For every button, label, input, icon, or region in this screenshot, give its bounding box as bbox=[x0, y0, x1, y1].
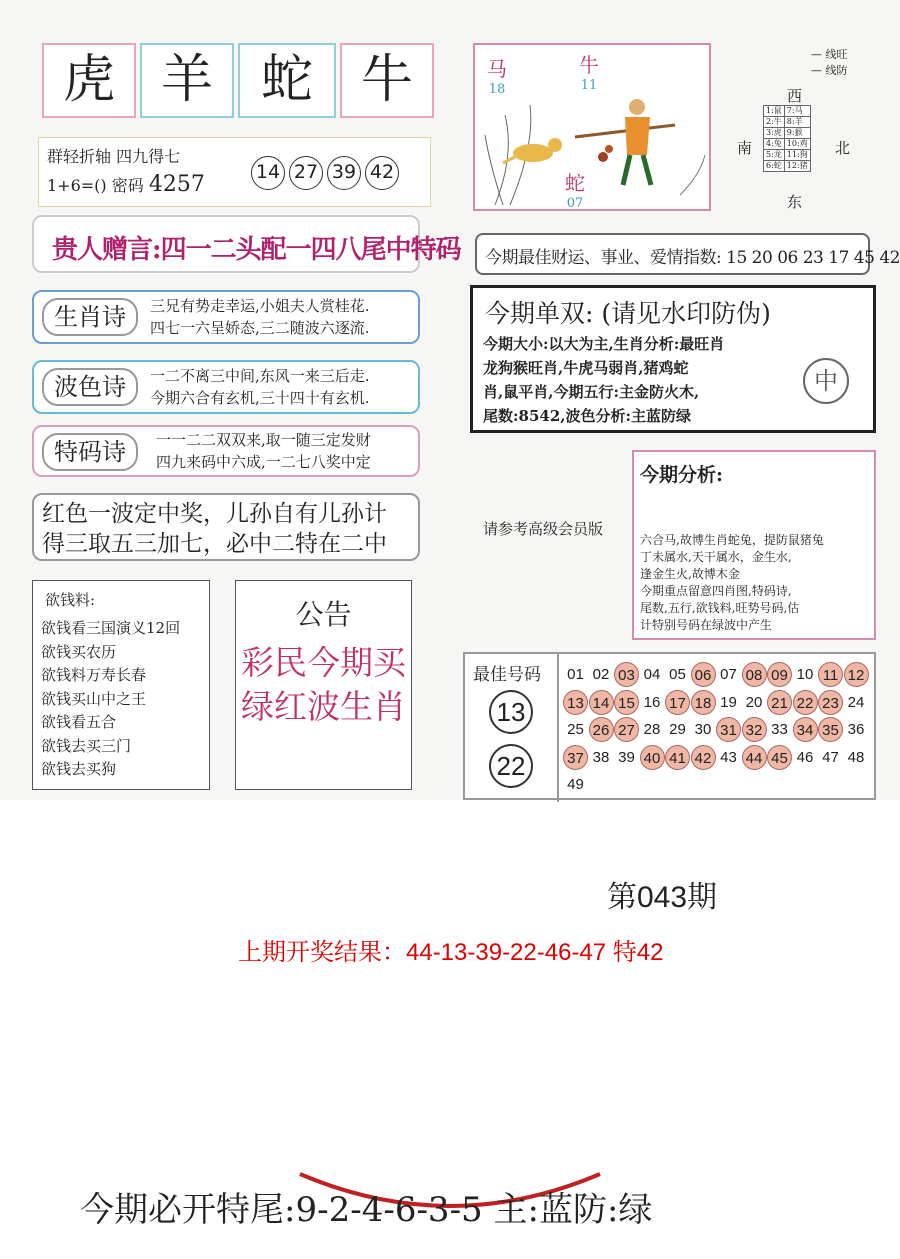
oddeven-lines bbox=[483, 332, 724, 428]
hint-equation: 1+6=() 密码 bbox=[47, 176, 144, 195]
grid-number: 42 bbox=[691, 745, 716, 770]
compass-cell: 8:羊 bbox=[784, 117, 810, 128]
grid-number: 13 bbox=[563, 690, 588, 715]
poem-line: 四九来码中六成,一二七八奖中定 bbox=[156, 453, 371, 471]
compass-cell: 6:蛇 bbox=[764, 161, 785, 172]
grid-number: 39 bbox=[618, 748, 635, 766]
grid-number: 47 bbox=[822, 748, 839, 766]
hint-box bbox=[38, 137, 431, 207]
label-name: 牛 bbox=[579, 53, 599, 77]
label-name: 马 bbox=[487, 57, 507, 81]
legend-item: — 线防 bbox=[811, 64, 848, 77]
compass-west: 西 bbox=[787, 87, 803, 105]
grid-number: 10 bbox=[796, 666, 814, 683]
grid-number: 21 bbox=[767, 690, 792, 715]
compass-cell: 3:虎 bbox=[764, 128, 785, 139]
grid-number: 24 bbox=[847, 693, 865, 711]
label-name: 蛇 bbox=[565, 171, 585, 195]
analysis-line: 今期重点留意四肖图,特码诗, bbox=[640, 584, 792, 598]
best-numbers-box bbox=[463, 652, 876, 800]
grid-number: 28 bbox=[643, 721, 661, 738]
compass-south: 南 bbox=[737, 139, 753, 157]
label-num: 07 bbox=[566, 196, 584, 211]
compass-cell: 9:猴 bbox=[784, 128, 810, 139]
poem-zodiac bbox=[32, 290, 420, 344]
analysis-title: 今期分析: bbox=[640, 464, 724, 486]
compass bbox=[735, 45, 875, 215]
grid-number: 25 bbox=[567, 721, 584, 738]
number-grid bbox=[563, 662, 873, 802]
hint-code: 4257 bbox=[148, 172, 205, 197]
analysis-lines bbox=[640, 532, 824, 634]
oddeven-title: 今期单双: (请见水印防伪) bbox=[485, 299, 771, 328]
zodiac-box-1: 虎 bbox=[42, 43, 136, 118]
grid-number: 20 bbox=[745, 693, 763, 711]
money-item: 欲钱看五合 bbox=[41, 713, 117, 731]
hint-numbers bbox=[251, 156, 403, 190]
compass-cell: 12:猪 bbox=[784, 161, 810, 172]
analysis-line: 计特别号码在绿波中产生 bbox=[640, 618, 773, 632]
money-item: 欲钱买农历 bbox=[41, 642, 117, 661]
notice-lines bbox=[236, 641, 411, 729]
analysis-line: 丁未属水,天干属水，金生水, bbox=[640, 550, 792, 564]
grid-number: 12 bbox=[844, 662, 869, 687]
hint-line-1: 群轻折轴 四九得七 bbox=[47, 147, 181, 166]
grid-number: 09 bbox=[767, 662, 792, 687]
legend-item: — 线旺 bbox=[811, 48, 848, 61]
money-item: 欲钱去买三门 bbox=[41, 736, 132, 755]
poem-title: 特码诗 bbox=[42, 433, 138, 471]
grid-number: 31 bbox=[716, 717, 741, 742]
poem-lines bbox=[150, 295, 370, 339]
money-item: 欲钱料万寿长春 bbox=[41, 666, 147, 684]
poem-lines bbox=[156, 429, 371, 473]
poem-line: 三兄有势走幸运,小姐夫人赏桂花. bbox=[150, 297, 370, 315]
poem-line: 四七一六呈娇态,三二随波六逐流. bbox=[150, 319, 370, 337]
grid-number: 23 bbox=[818, 690, 843, 715]
oddeven-line: 肖,鼠平肖,今期五行:主金防火木, bbox=[483, 383, 700, 401]
grid-number: 32 bbox=[742, 717, 767, 742]
verse-line: 红色一波定中奖，儿孙自有儿孙计 bbox=[42, 501, 387, 527]
label-ox bbox=[579, 49, 599, 93]
grid-number: 06 bbox=[691, 662, 716, 687]
verse-line: 得三取五三加七，必中二特在二中 bbox=[42, 531, 387, 557]
compass-cell: 11:狗 bbox=[784, 150, 810, 161]
poem-line: 一二不离三中间,东风一来三后走. bbox=[150, 367, 370, 385]
best-pick: 13 bbox=[489, 690, 533, 734]
poem-title: 波色诗 bbox=[42, 368, 138, 406]
grid-number: 29 bbox=[669, 721, 686, 738]
compass-east: 东 bbox=[787, 193, 803, 211]
best-title: 最佳号码 bbox=[473, 665, 541, 685]
money-item: 欲钱去买狗 bbox=[41, 760, 117, 778]
fortune-text: 今期最佳财运、事业、爱情指数: 15 20 06 23 17 45 42 bbox=[485, 248, 900, 268]
grid-number: 04 bbox=[643, 666, 661, 683]
money-box bbox=[32, 580, 210, 790]
grid-number: 48 bbox=[847, 748, 865, 766]
grid-number: 44 bbox=[742, 745, 767, 770]
grid-number: 16 bbox=[643, 693, 661, 711]
grid-number: 15 bbox=[614, 690, 639, 715]
hint-number: 27 bbox=[289, 156, 323, 190]
compass-cell: 1:鼠 bbox=[764, 106, 785, 117]
notice-line: 彩民今期买 bbox=[241, 643, 406, 682]
grid-number: 33 bbox=[771, 721, 788, 738]
label-num: 11 bbox=[580, 78, 598, 93]
verse-lines bbox=[42, 499, 387, 559]
zodiac-box-4: 牛 bbox=[340, 43, 434, 118]
compass-north: 北 bbox=[835, 139, 851, 157]
grid-number: 45 bbox=[767, 745, 792, 770]
grid-number: 03 bbox=[614, 662, 639, 687]
legend-label: 线防 bbox=[825, 64, 848, 77]
notice-box bbox=[235, 580, 412, 790]
oddeven-line: 尾数:8542,波色分析:主蓝防绿 bbox=[483, 407, 692, 425]
oddeven-line: 今期大小:以大为主,生肖分析:最旺肖 bbox=[483, 335, 725, 353]
notice-line: 绿红波生肖 bbox=[241, 687, 406, 726]
money-item: 欲钱看三国演义12回 bbox=[41, 619, 181, 637]
hint-number: 42 bbox=[365, 156, 399, 190]
legend-label: 线旺 bbox=[825, 48, 848, 61]
money-items bbox=[41, 617, 180, 782]
member-note: 请参考高级会员版 bbox=[483, 520, 604, 538]
bottom-line: 今期必开特尾:9-2-4-6-3-5 主:蓝防:绿 bbox=[80, 1190, 653, 1230]
grid-number: 26 bbox=[589, 717, 614, 742]
fortune-box bbox=[475, 233, 900, 275]
poem-special bbox=[32, 425, 420, 477]
poem-title: 生肖诗 bbox=[42, 298, 138, 336]
label-horse bbox=[487, 53, 507, 97]
grid-number: 11 bbox=[818, 662, 843, 687]
notice-title: 公告 bbox=[295, 598, 352, 631]
grid-number: 34 bbox=[793, 717, 818, 742]
grid-number: 38 bbox=[592, 748, 610, 766]
last-result: 上期开奖结果：44-13-39-22-46-47 特42 bbox=[238, 939, 664, 966]
gift-text: 贵人赠言:四一二头配一四八尾中特码 bbox=[52, 235, 461, 265]
grid-number: 19 bbox=[720, 693, 737, 711]
zodiac-picture bbox=[473, 43, 711, 211]
compass-cell: 5:龙 bbox=[764, 150, 785, 161]
poem-line: 一一二二双双来,取一随三定发财 bbox=[156, 431, 371, 449]
compass-cell: 7:马 bbox=[784, 106, 810, 117]
money-title: 欲钱料: bbox=[45, 591, 96, 609]
grid-number: 49 bbox=[567, 776, 584, 793]
grid-number: 18 bbox=[691, 690, 716, 715]
grid-number: 01 bbox=[567, 666, 584, 683]
grid-number: 37 bbox=[563, 745, 588, 770]
grid-number: 08 bbox=[742, 662, 767, 687]
grid-number: 07 bbox=[720, 666, 737, 683]
grid-number: 43 bbox=[720, 748, 737, 766]
compass-cell: 2:牛 bbox=[764, 117, 785, 128]
label-num: 18 bbox=[488, 82, 506, 97]
analysis-line: 尾数,五行,欲钱料,旺势号码,估 bbox=[640, 601, 800, 615]
verse-box bbox=[32, 493, 420, 561]
hint-number: 39 bbox=[327, 156, 361, 190]
grid-number: 14 bbox=[589, 690, 614, 715]
grid-number: 05 bbox=[669, 666, 686, 683]
zodiac-box-2: 羊 bbox=[140, 43, 234, 118]
analysis-box bbox=[632, 450, 876, 640]
hint-number: 14 bbox=[251, 156, 285, 190]
grid-number: 40 bbox=[640, 745, 665, 770]
grid-number: 30 bbox=[694, 721, 712, 738]
analysis-line: 逢金生火,故博木金 bbox=[640, 567, 740, 581]
money-item: 欲钱买山中之王 bbox=[41, 689, 147, 708]
grid-number: 22 bbox=[793, 690, 818, 715]
grid-number: 41 bbox=[665, 745, 690, 770]
oddeven-box bbox=[470, 285, 876, 433]
grid-number: 17 bbox=[665, 690, 690, 715]
gift-box bbox=[32, 215, 461, 273]
compass-legend bbox=[811, 47, 848, 79]
compass-grid bbox=[763, 105, 811, 172]
oddeven-line: 龙狗猴旺肖,牛虎马弱肖,猪鸡蛇 bbox=[483, 359, 689, 377]
poem-line: 今期六合有玄机,三十四十有玄机. bbox=[150, 389, 370, 407]
analysis-line: 六合马,故博生肖蛇兔，提防鼠猪兔 bbox=[640, 533, 824, 547]
watermark-stamp: 中 bbox=[803, 358, 849, 404]
hint-line-2 bbox=[47, 172, 205, 197]
poem-wave bbox=[32, 360, 420, 414]
grid-number: 36 bbox=[847, 721, 865, 738]
grid-number: 46 bbox=[796, 748, 814, 766]
best-pick: 22 bbox=[489, 744, 533, 788]
compass-cell: 4:兔 bbox=[764, 139, 785, 150]
label-snake bbox=[565, 167, 585, 211]
zodiac-box-3: 蛇 bbox=[238, 43, 336, 118]
best-divider bbox=[557, 654, 559, 802]
compass-cell: 10:鸡 bbox=[784, 139, 810, 150]
period-label: 第043期 bbox=[607, 881, 718, 914]
grid-number: 27 bbox=[614, 717, 639, 742]
poem-lines bbox=[150, 365, 370, 409]
grid-number: 02 bbox=[592, 666, 610, 683]
grid-number: 35 bbox=[818, 717, 843, 742]
